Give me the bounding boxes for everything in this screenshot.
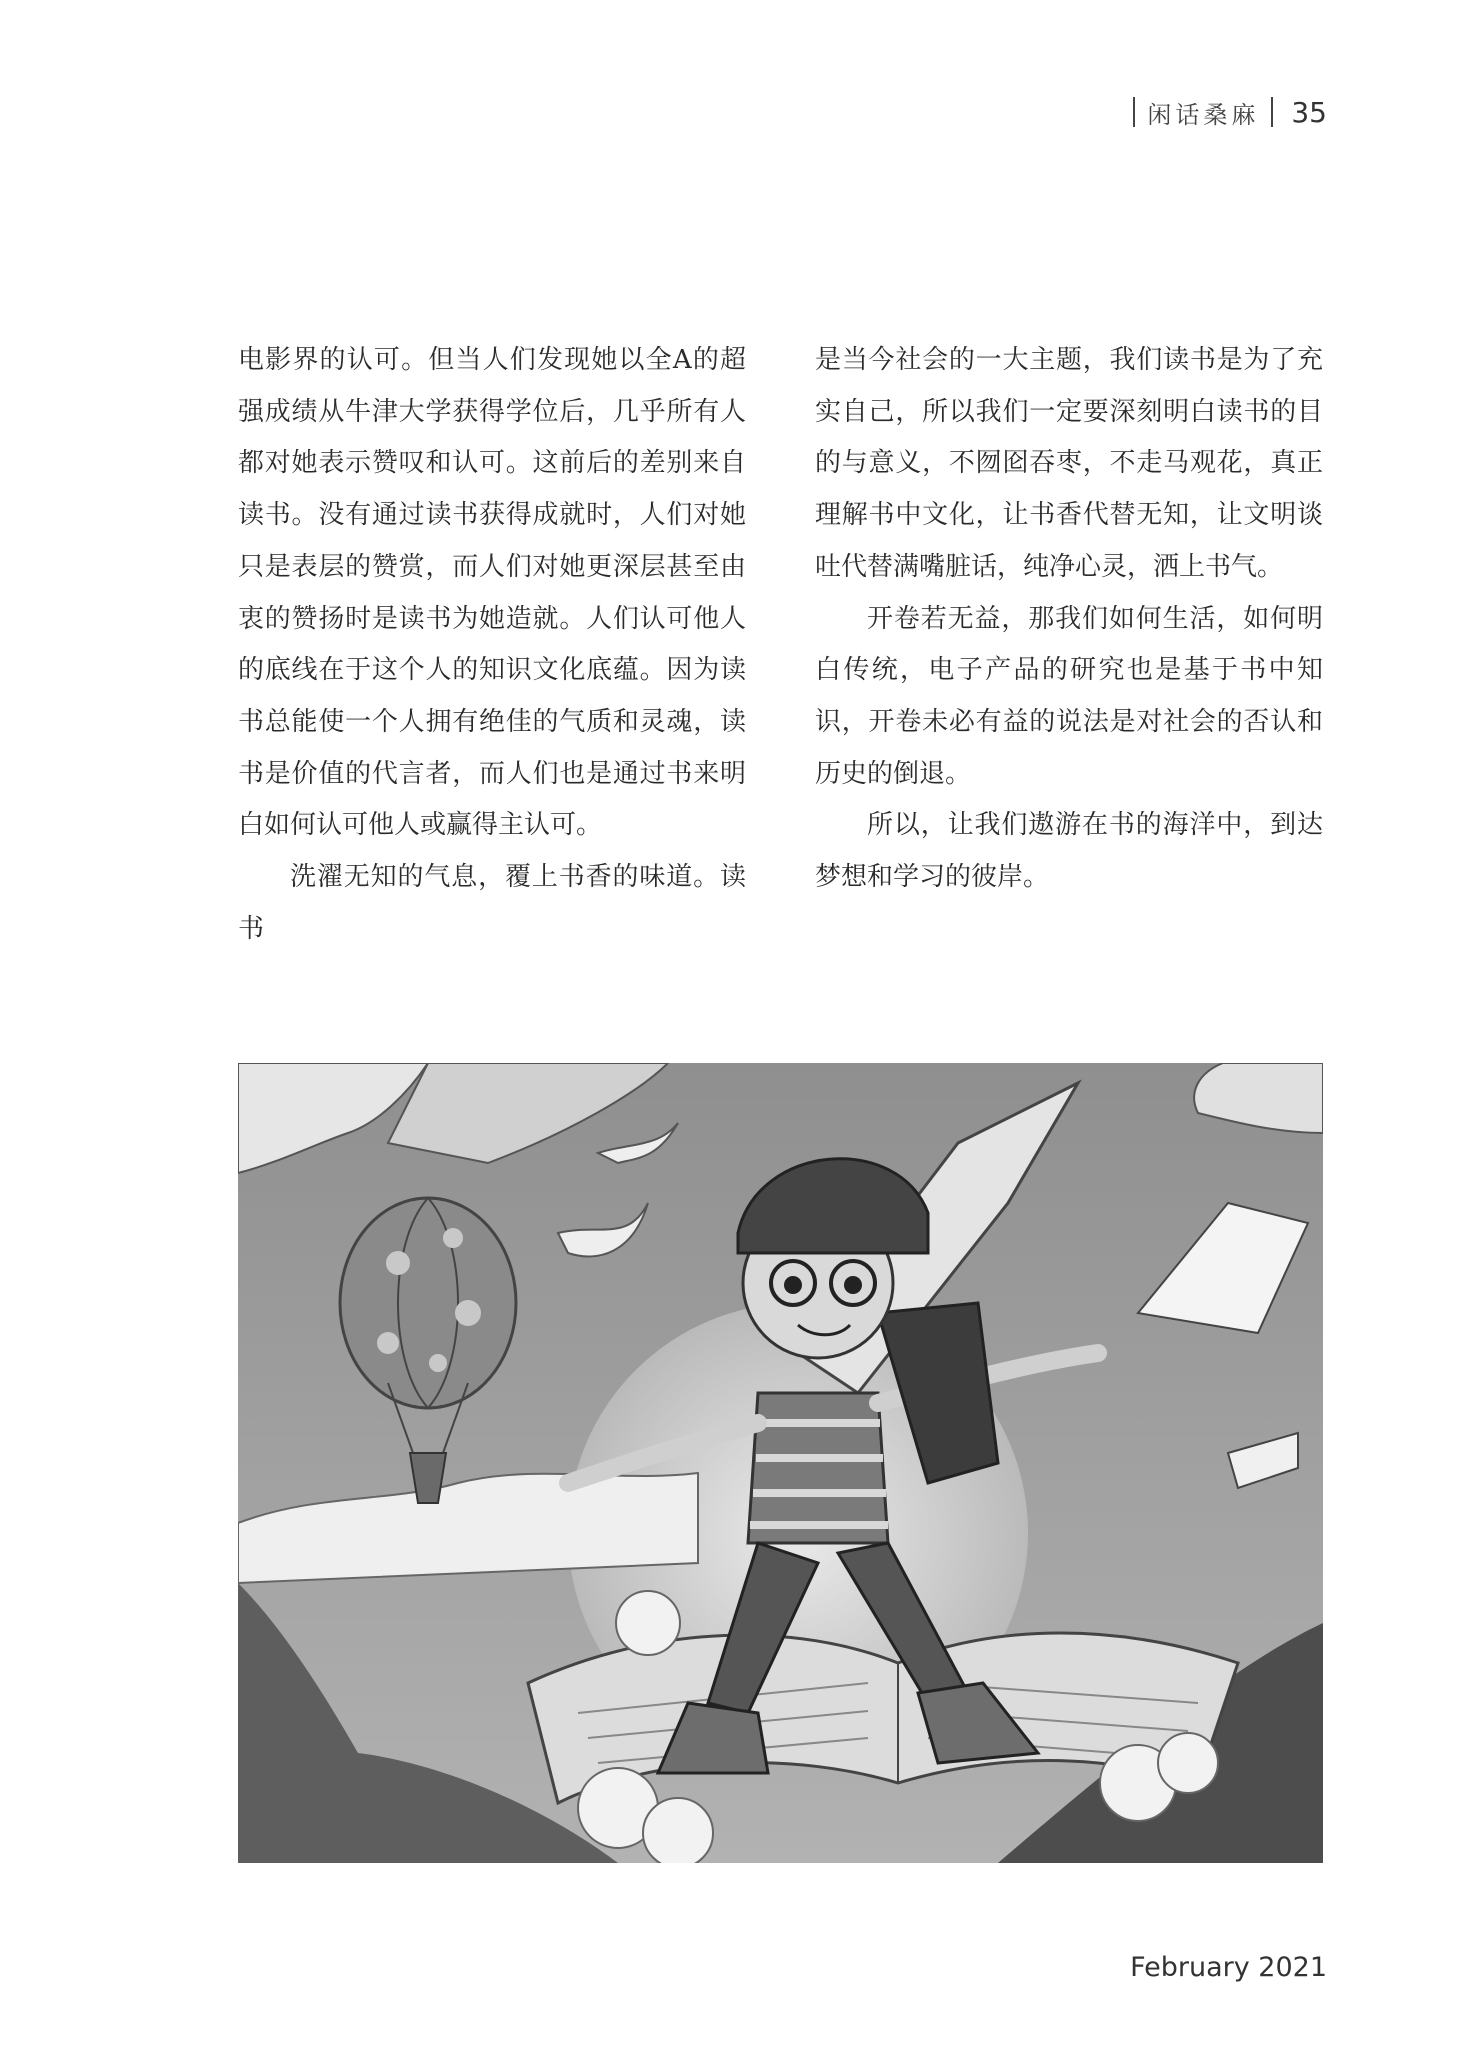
left-text-column xyxy=(238,335,746,955)
paragraph: 所以，让我们遨游在书的海洋中，到达梦想和学习的彼岸。 xyxy=(815,810,1323,893)
illustration-boy-flying-on-book xyxy=(238,1063,1323,1863)
header-divider xyxy=(1271,97,1273,127)
paragraph: 开卷若无益，那我们如何生活，如何明白传统，电子产品的研究也是基于书中知识，开卷未必有益的说法是对社会的否认和历史的倒退。 xyxy=(815,603,1323,789)
header-divider xyxy=(1133,97,1135,127)
illustration-art xyxy=(238,1063,1323,1863)
section-title: 闲话桑麻 xyxy=(1147,100,1260,129)
paragraph: 是当今社会的一大主题，我们读书是为了充实自己，所以我们一定要深刻明白读书的目的与意义，不囫囵吞枣，不走马观花，真正理解书中文化，让书香代替无知，让文明谈吐代替满嘴脏话，纯净心灵，洒上书气。 xyxy=(815,345,1323,582)
footer-date: February 2021 xyxy=(1130,1952,1327,1983)
paragraph: 电影界的认可。但当人们发现她以全A的超强成绩从牛津大学获得学位后，几乎所有人都对她表示赞叹和认可。这前后的差别来自读书。没有通过读书获得成就时，人们对她只是表层的赞赏，而人们对她更深层甚至由衷的赞扬时是读书为她造就。人们认可他人的底线在于这个人的知识文化底蕴。因为读书总能使一个人拥有绝佳的气质和灵魂，读书是价值的代言者，而人们也是通过书来明白如何认可他人或赢得主认可。 xyxy=(238,345,746,841)
paragraph: 洗濯无知的气息，覆上书香的味道。读书 xyxy=(238,862,746,944)
running-header xyxy=(1133,92,1327,132)
page-number: 35 xyxy=(1291,95,1327,129)
right-text-column xyxy=(815,335,1323,904)
